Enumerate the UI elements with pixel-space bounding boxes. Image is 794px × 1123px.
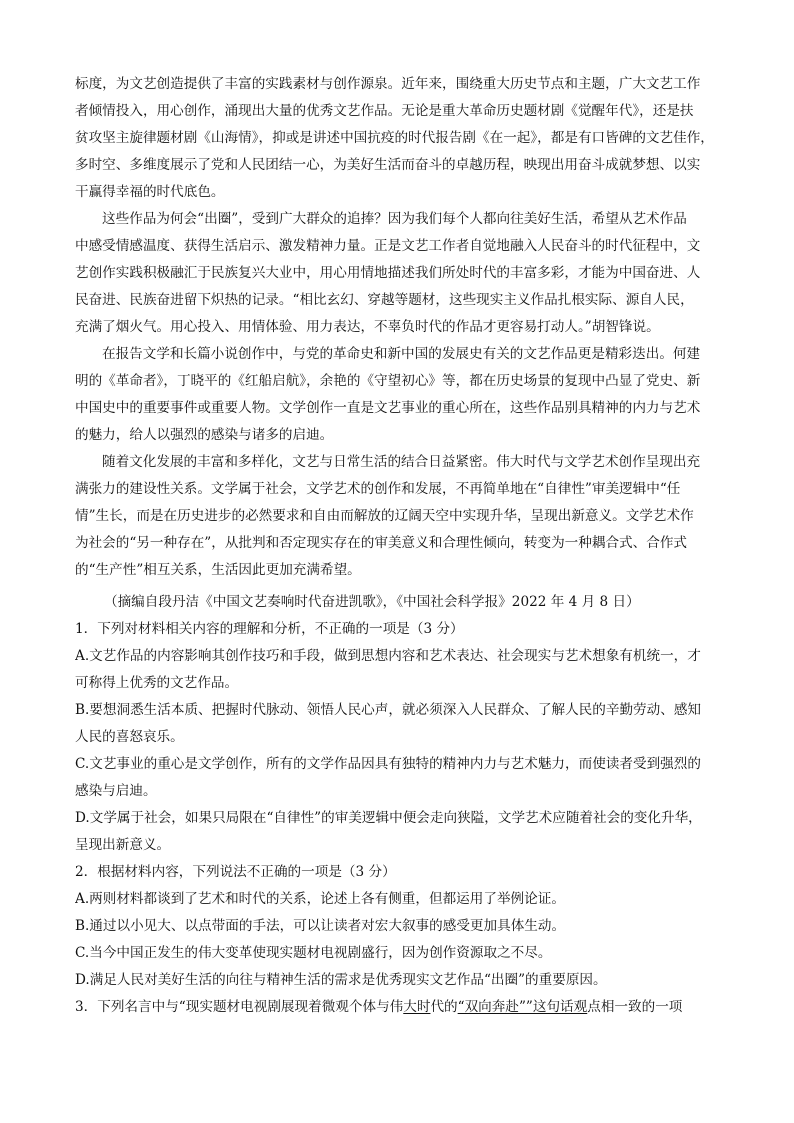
paragraph4-line: 随着文化发展的丰富和多样化，文艺与日常生活的结合日益紧密。伟大时代与文学艺术创作呈现出充 — [102, 454, 701, 470]
paragraph2-line: 艺创作实践积极融汇于民族复兴大业中，用心用情地描述我们所处时代的丰富多彩，才能为中国奋进、人 — [75, 265, 701, 281]
question-3-stem — [75, 999, 719, 1016]
paragraph4-line: 情”生长，而是在历史进步的必然要求和自由而解放的辽阔天空中实现升华，呈现出新意义。文学艺术作 — [75, 508, 694, 524]
paragraph1-line: 多时空、多维度展示了党和人民团结一心，为美好生活而奋斗的卓越历程，映现出用奋斗成就梦想、以实 — [75, 157, 701, 173]
question-1-option-a: 可称得上优秀的文艺作品。 — [75, 675, 239, 691]
question-1-option-d: 呈现出新意义。 — [75, 837, 171, 853]
question-2-option-c: C.当今中国正发生的伟大变革使现实题材电视剧盛行，因为创作资源取之不尽。 — [75, 945, 552, 961]
paragraph2-line: 民奋进、民族奋进留下炽热的记录。“相比玄幻、穿越等题材，这些现实主义作品扎根实际、源自人民， — [75, 292, 694, 308]
question-1-option-a: A.文艺作品的内容影响其创作技巧和手段，做到思想内容和艺术表达、社会现实与艺术想象有机统一，才 — [75, 648, 701, 664]
question-3-underlined-text: “双向奔赴””这句话观 — [457, 999, 588, 1015]
paragraph2-line: 充满了烟火气。用心投入、用情体验、用力表达，不辜负时代的作品才更容易打动人。”胡智锋说。 — [75, 319, 660, 335]
paragraph4-line: 满张力的建设性关系。文学属于社会，文学艺术的创作和发展，不再简单地在“自律性”审美逻辑中“任 — [75, 481, 681, 497]
question-1-option-b: B.要想洞悉生活本质、把握时代脉动、领悟人民心声，就必须深入人民群众、了解人民的辛勤劳动、感知 — [75, 702, 702, 718]
paragraph2-line: 这些作品为何会“出圈”，受到广大群众的追捧？因为我们每个人都向往美好生活，希望从艺术作品 — [102, 211, 687, 227]
paragraph3-line: 中国史中的重要事件或重要人物。文学创作一直是文艺事业的重心所在，这些作品别具精神的内力与艺术 — [75, 400, 701, 416]
question-2-option-d: D.满足人民对美好生活的向往与精神生活的需求是优秀现实文艺作品“出圈”的重要原因。 — [75, 972, 607, 988]
paragraph2-line: 中感受情感温度、获得生活启示、激发精神力量。正是文艺工作者自觉地融入人民奋斗的时代征程中，文 — [75, 238, 701, 254]
question-1-option-c: 感染与启迪。 — [75, 783, 157, 799]
question-1-option-c: C.文艺事业的重心是文学创作，所有的文学作品因具有独特的精神内力与艺术魅力，而使读者受到强烈的 — [75, 756, 701, 772]
question-1-stem: 1．下列对材料相关内容的理解和分析，不正确的一项是（3 分） — [75, 621, 464, 637]
question-3-stem-text: 点相一致的一项 — [587, 999, 683, 1015]
source-citation: （摘编自段丹洁《中国文艺奏响时代奋进凯歌》，《中国社会科学报》2022 年 4 月 8 日） — [104, 594, 640, 610]
paragraph3-line: 明的《革命者》，丁晓平的《红船启航》，余艳的《守望初心》等，都在历史场景的复现中凸显了党史、新 — [75, 373, 701, 389]
paragraph4-line: 为社会的“另一种存在”，从批判和否定现实存在的审美意义和合理性倾向，转变为一种耦合式、合作式 — [75, 535, 688, 551]
paragraph1-line: 标度，为文艺创造提供了丰富的实践素材与创作源泉。近年来，围绕重大历史节点和主题，广大文艺工作 — [75, 76, 701, 92]
paragraph1-line: 贫攻坚主旋律题材剧《山海情》，抑或是讲述中国抗疫的时代报告剧《在一起》，都是有口皆碑的文艺佳作， — [75, 130, 714, 146]
question-1-option-d: D.文学属于社会，如果只局限在“自律性”的审美逻辑中便会走向狭隘，文学艺术应随着社会的变化升华， — [75, 810, 702, 826]
question-3-stem-text: 3．下列名言中与“现实题材电视剧展现着微观个体与伟 — [75, 999, 404, 1015]
paragraph4-line: 的“生产性”相互关系，生活因此更加充满希望。 — [75, 562, 361, 578]
question-3-stem-text: 代的 — [430, 999, 458, 1015]
question-1-option-b: 人民的喜怒哀乐。 — [75, 729, 184, 745]
paragraph1-line: 干赢得幸福的时代底色。 — [75, 184, 225, 200]
paragraph1-line: 者倾情投入，用心创作，涌现出大量的优秀文艺作品。无论是重大革命历史题材剧《觉醒年代》，还是扶 — [75, 103, 694, 119]
question-2-option-b: B.通过以小见大、以点带面的手法，可以让读者对宏大叙事的感受更加具体生动。 — [75, 918, 566, 934]
paragraph3-line: 在报告文学和长篇小说创作中，与党的革命史和新中国的发展史有关的文艺作品更是精彩迭出。何建 — [102, 346, 701, 362]
paragraph3-line: 的魅力，给人以强烈的感染与诸多的启迪。 — [75, 427, 334, 443]
question-2-stem: 2．根据材料内容，下列说法不正确的一项是（3 分） — [75, 864, 396, 880]
question-2-option-a: A.两则材料都谈到了艺术和时代的关系，论述上各有侧重，但都运用了举例论证。 — [75, 891, 565, 907]
question-3-underlined-text: 大时 — [403, 999, 431, 1015]
